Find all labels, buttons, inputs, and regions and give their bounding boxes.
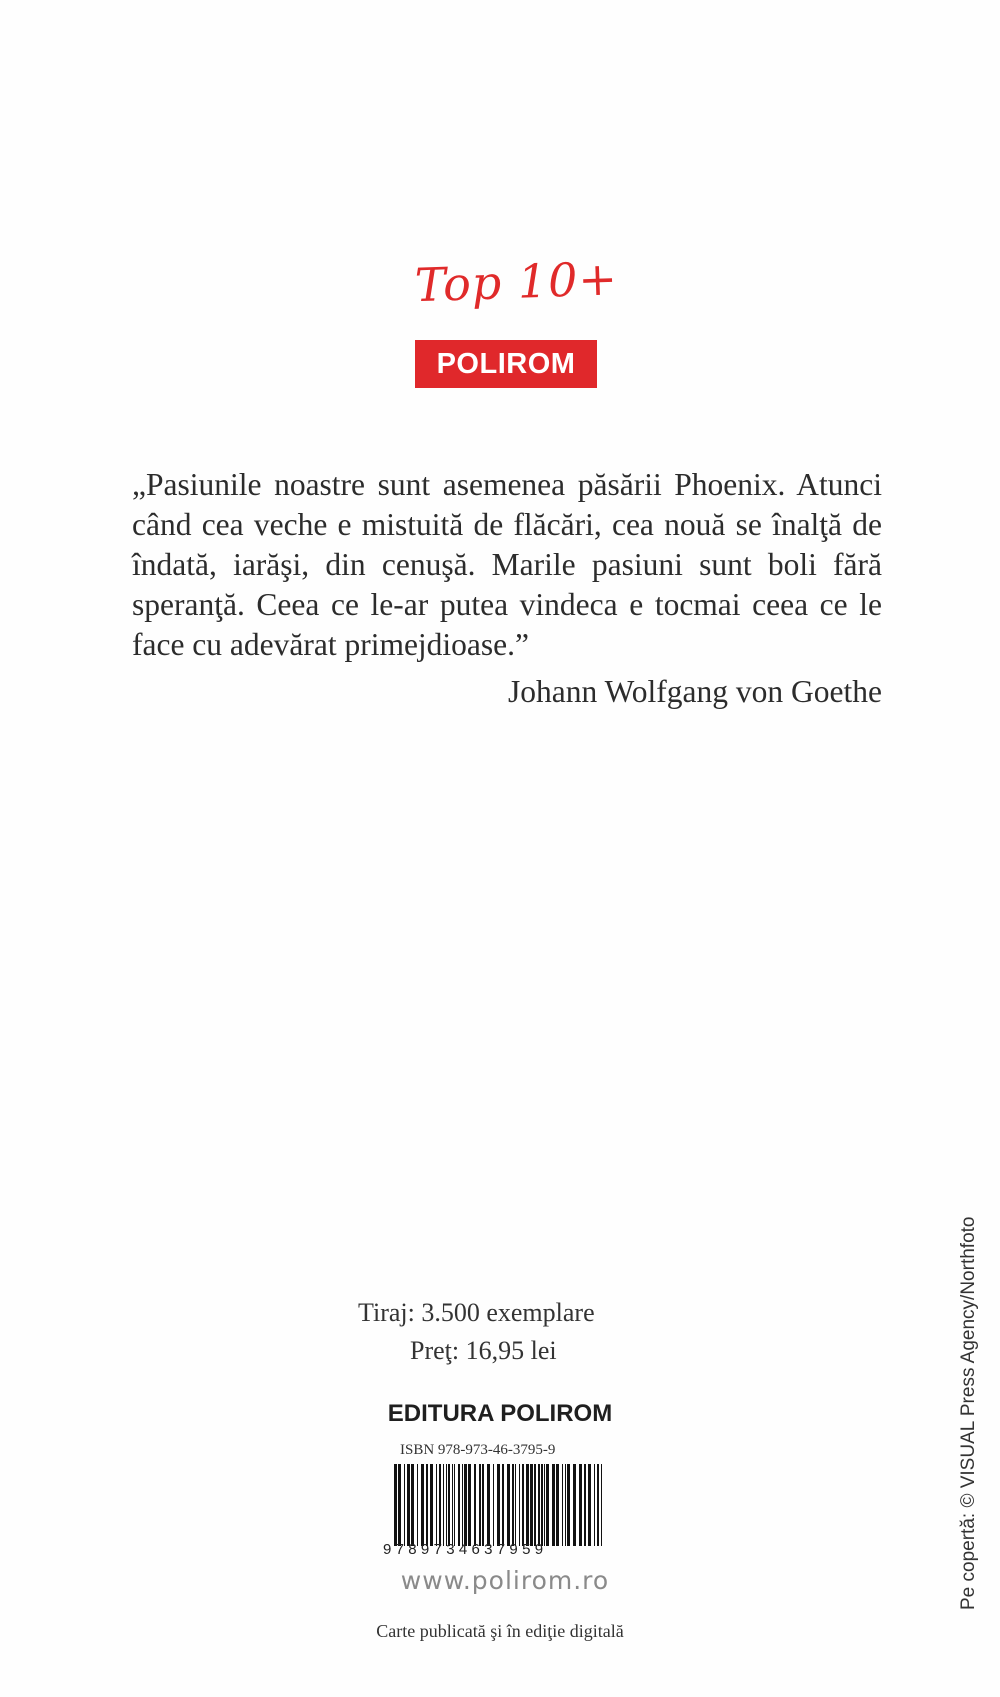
barcode-bar (452, 1464, 453, 1546)
quote-author: Johann Wolfgang von Goethe (508, 674, 882, 709)
barcode-bar (394, 1464, 397, 1546)
barcode-bar (430, 1464, 433, 1546)
barcode-bar (538, 1464, 540, 1546)
barcode-bar (458, 1464, 460, 1546)
barcode-bar (454, 1464, 455, 1546)
barcode-bar (512, 1464, 514, 1546)
barcode-bar (468, 1464, 471, 1546)
isbn: ISBN 978-973-46-3795-9 (400, 1442, 556, 1458)
barcode-bar (411, 1464, 414, 1546)
barcode-bar (443, 1464, 444, 1546)
barcode-bar (588, 1464, 591, 1546)
barcode-bar (436, 1464, 437, 1546)
barcode-bar (594, 1464, 595, 1546)
barcode-bar (482, 1464, 484, 1546)
barcode-bar (421, 1464, 424, 1546)
barcode-bar (541, 1464, 543, 1546)
barcode-bar (515, 1464, 516, 1546)
barcode-bar (534, 1464, 536, 1546)
barcode-bar (439, 1464, 441, 1546)
barcode-bar (464, 1464, 467, 1546)
barcode-bar (462, 1464, 463, 1546)
barcode-bar (546, 1464, 549, 1546)
price: Preţ: 16,95 lei (410, 1336, 557, 1365)
barcode-bar (556, 1464, 559, 1546)
barcode-bar (407, 1464, 410, 1546)
barcode-bar (567, 1464, 570, 1546)
barcode-bar (446, 1464, 447, 1546)
barcode-bar (552, 1464, 555, 1546)
barcode-bar (597, 1464, 599, 1546)
digital-edition-note: Carte publicată şi în ediţie digitală (376, 1621, 624, 1641)
barcode-bar (579, 1464, 582, 1546)
barcode-bar (530, 1464, 533, 1546)
barcode-bar (601, 1464, 602, 1546)
series-logo: Top 10+ (414, 251, 619, 313)
barcode-bar (565, 1464, 566, 1546)
barcode-bar (573, 1464, 576, 1546)
quote-text: „Pasiunile noastre sunt asemenea păsării Phoenix. Atunci când cea veche e mistuită de flăcări, cea nouă se înalţă de îndată, iarăşi, din cenuşă. Marile pasiuni sunt boli fără speranţă. Ceea ce le-ar putea vindeca e tocmai ceea ce le face cu adevărat primejdioase.” (132, 467, 882, 662)
publisher-badge: POLIROM (415, 340, 597, 388)
barcode-bar (493, 1464, 494, 1546)
barcode-bar (479, 1464, 481, 1546)
barcode-bar (544, 1464, 545, 1546)
barcode-bar (497, 1464, 500, 1546)
barcode-bar (519, 1464, 520, 1546)
barcode (392, 1464, 607, 1546)
barcode-bar (507, 1464, 510, 1546)
barcode-bar (526, 1464, 529, 1546)
website-link[interactable]: www.polirom.ro (400, 1566, 610, 1595)
barcode-bar (426, 1464, 428, 1546)
barcode-bar (448, 1464, 450, 1546)
print-run: Tiraj: 3.500 exemplare (358, 1298, 595, 1327)
barcode-bar (584, 1464, 586, 1546)
barcode-bar (502, 1464, 504, 1546)
cover-credit: Pe copertă: © VISUAL Press Agency/Northfoto (958, 1216, 979, 1610)
barcode-bar (417, 1464, 418, 1546)
barcode-bar (522, 1464, 524, 1546)
barcode-bar (398, 1464, 401, 1546)
barcode-bar (404, 1464, 405, 1546)
barcode-digits: 9789734637959 (383, 1541, 548, 1558)
publisher-name: EDITURA POLIROM (387, 1400, 613, 1427)
barcode-bar (474, 1464, 476, 1546)
barcode-bar (487, 1464, 490, 1546)
barcode-bar (562, 1464, 563, 1546)
